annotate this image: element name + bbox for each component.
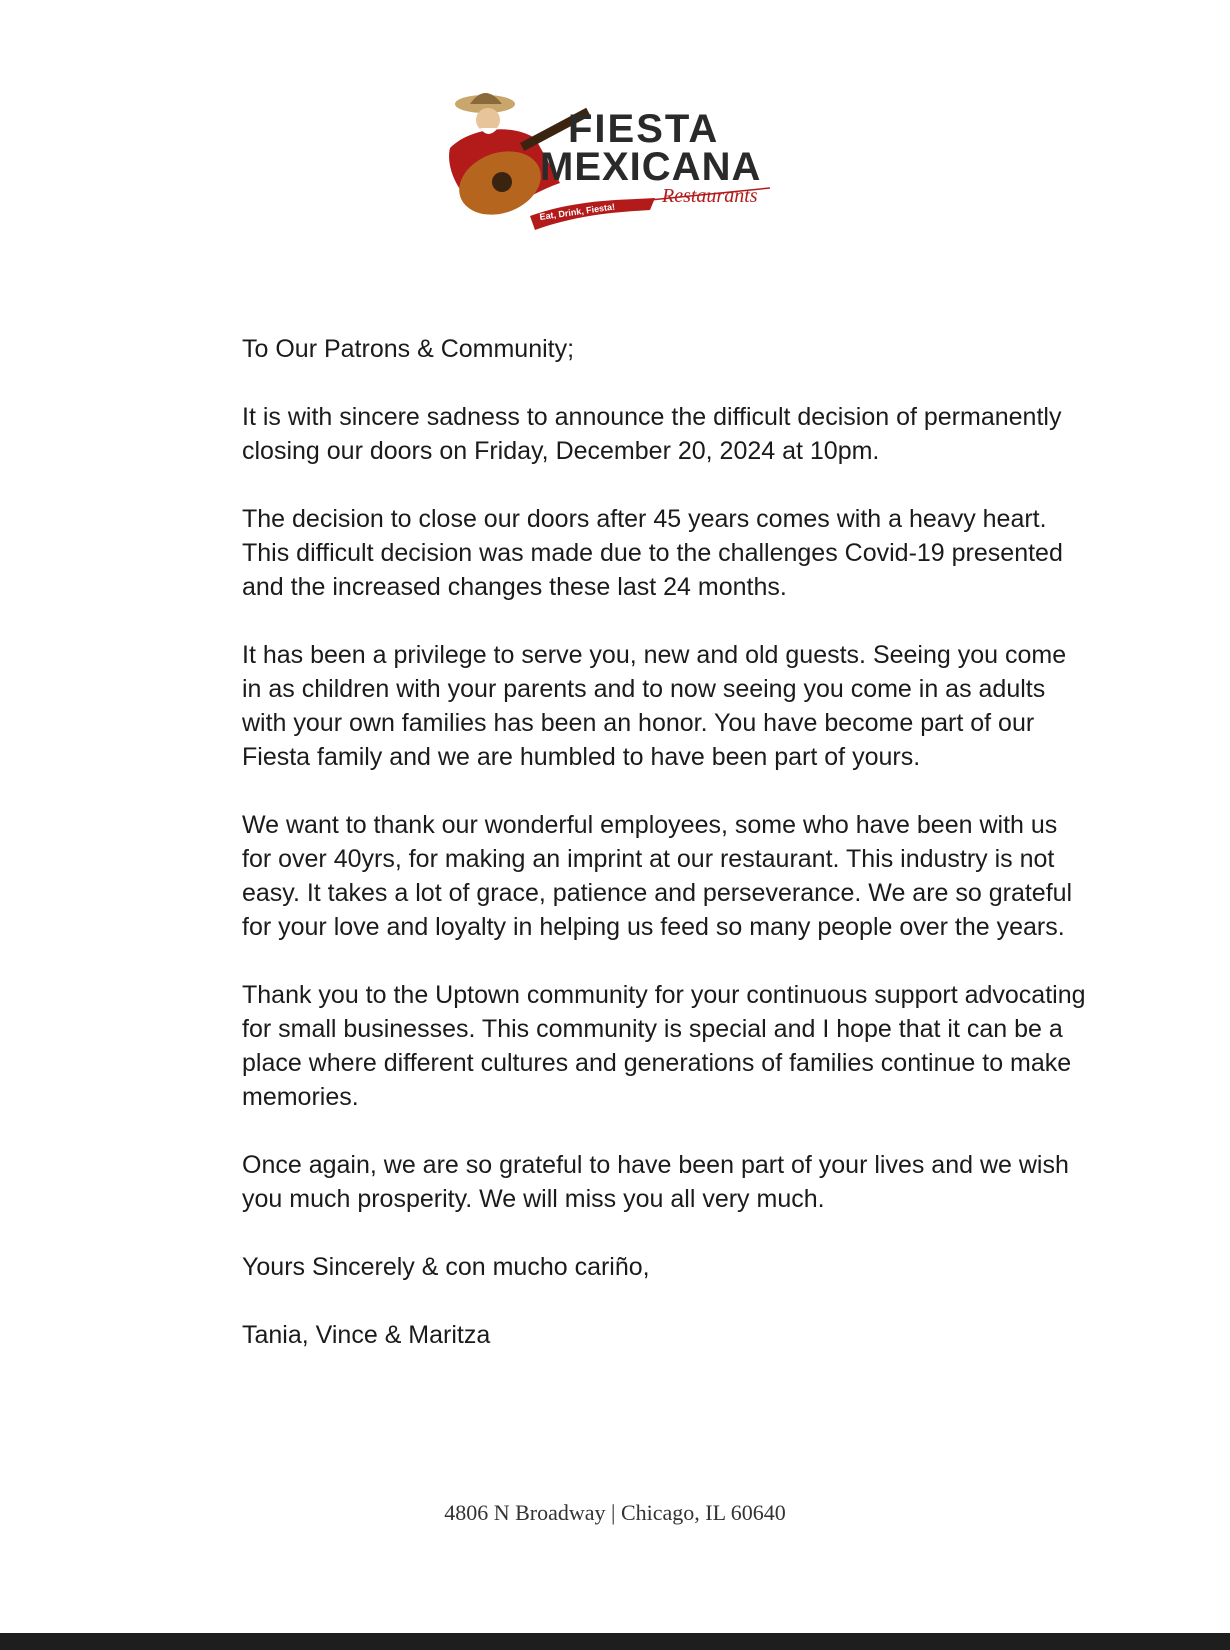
paragraph-decision-reason: The decision to close our doors after 45 years comes with a heavy heart. This difficult decision was made due to the challenges Covid-19 presented and the increased changes these last 24 months. (242, 505, 1063, 601)
paragraph-community: Thank you to the Uptown community for your continuous support advocating for small businesses. This community is special and I hope that it can be a place where different cultures and generations of families continue to make memories. (242, 981, 1086, 1111)
paragraph-employees: We want to thank our wonderful employees, some who have been with us for over 40yrs, for making an imprint at our restaurant. This industry is not easy. It takes a lot of grace, patience and perseverance. We are so grateful for your love and loyalty in helping us feed so many people over the years. (242, 811, 1073, 941)
bottom-bar (0, 1633, 1230, 1650)
restaurant-logo (440, 88, 795, 238)
signatories: Tania, Vince & Maritza (242, 1321, 491, 1349)
paragraph-farewell: Once again, we are so grateful to have been part of your lives and we wish you much prosperity. We will miss you all very much. (242, 1151, 1069, 1213)
footer-address: 4806 N Broadway | Chicago, IL 60640 (444, 1500, 786, 1525)
closing-line: Yours Sincerely & con mucho cariño, (242, 1253, 650, 1281)
svg-text:FIESTA: FIESTA (568, 107, 720, 151)
svg-text:Restaurants: Restaurants (662, 185, 758, 207)
paragraph-privilege: It has been a privilege to serve you, new and old guests. Seeing you come in as children with your parents and to now seeing you come in as adults with your own families has been an honor. You have become part of our Fiesta family and we are humbled to have been part of yours. (242, 641, 1067, 771)
salutation: To Our Patrons & Community; (242, 335, 575, 363)
paragraph-closing-announcement: It is with sincere sadness to announce the difficult decision of permanently closing our doors on Friday, December 20, 2024 at 10pm. (242, 403, 1062, 465)
letter-body (242, 332, 1092, 1352)
svg-text:MEXICANA: MEXICANA (540, 145, 762, 189)
svg-text:Eat, Drink, Fiesta!: Eat, Drink, Fiesta! (538, 201, 616, 222)
